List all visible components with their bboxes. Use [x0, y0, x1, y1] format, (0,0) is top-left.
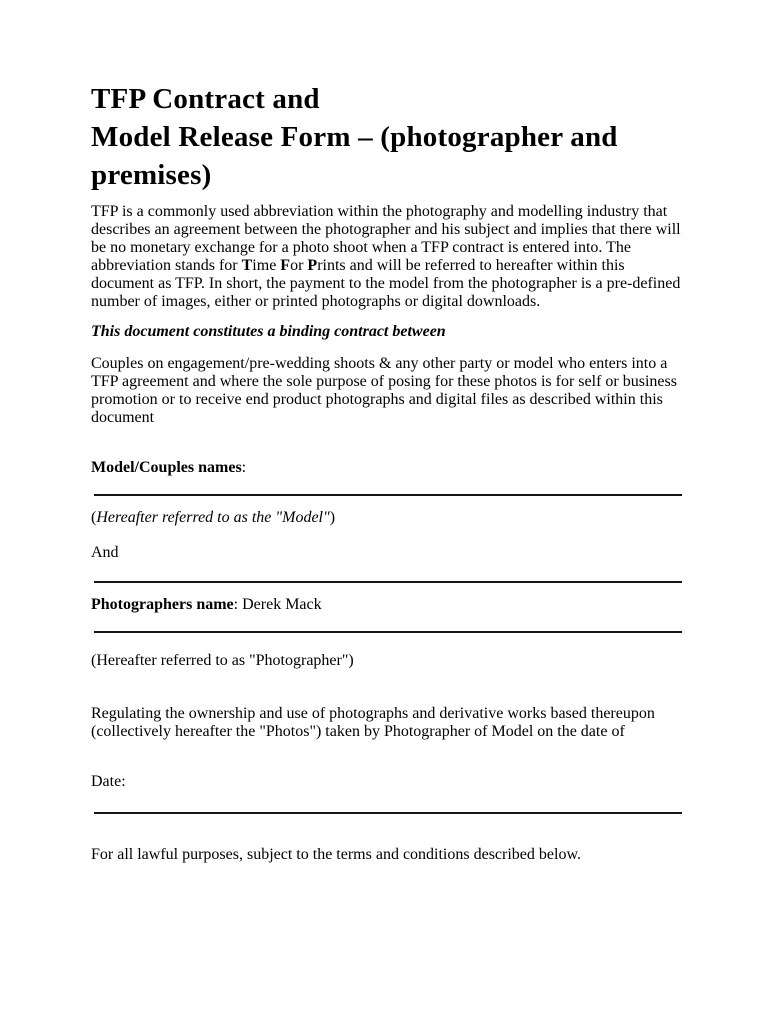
model-hereafter-text: Hereafter referred to as the "Model" [96, 509, 330, 526]
tfp-letter-p: P [307, 257, 318, 274]
model-hereafter-note [91, 509, 683, 527]
intro-text-before: TFP is a commonly used abbreviation within the photography and modelling industry that describes an agreement between the photographer and his subject and implies that there will be no monetary exchange for a photo shoot when a TFP contract is entered into. The abbreviation stands for [91, 203, 681, 274]
tfp-letter-t: T [241, 257, 253, 274]
model-hereafter-open-paren: ( [91, 509, 97, 526]
document-title [91, 80, 683, 194]
second-model-fill-line[interactable] [94, 581, 682, 583]
tfp-letter-f: F [280, 257, 291, 274]
regulating-paragraph: Regulating the ownership and use of photographs and derivative works based thereupon (collectively hereafter the "Photos") taken by Photographer of Model on the date of [91, 705, 655, 740]
model-names-label-text: Model/Couples names [91, 459, 242, 476]
model-hereafter-close-paren: ) [329, 509, 336, 526]
model-names-label [91, 459, 683, 477]
tfp-word-for: or [290, 257, 308, 274]
binding-contract-heading: This document constitutes a binding contract between [91, 323, 446, 340]
photographer-name-value: : Derek Mack [233, 596, 322, 613]
photographer-fill-line[interactable] [94, 631, 682, 633]
photographer-name-label: Photographers name [91, 596, 234, 613]
photographer-name-line [91, 596, 683, 614]
title-line-3: premises) [91, 159, 212, 191]
closing-paragraph: For all lawful purposes, subject to the terms and conditions described below. [91, 846, 581, 863]
date-fill-line[interactable] [94, 812, 682, 814]
model-names-colon: : [241, 459, 247, 476]
model-names-fill-line[interactable] [94, 494, 682, 496]
photographer-hereafter-note: (Hereafter referred to as "Photographer") [91, 652, 354, 669]
title-line-2: Model Release Form – (photographer and [91, 121, 618, 153]
intro-paragraph [91, 203, 683, 311]
parties-paragraph: Couples on engagement/pre-wedding shoots & any other party or model who enters into a TFP agreement and where the sole purpose of posing for these photos is for self or business promotion or to receive end product photographs and digital files as described within this document [91, 355, 677, 426]
and-text: And [91, 544, 119, 561]
title-line-1: TFP Contract and [91, 83, 320, 115]
tfp-word-prints: rints [317, 257, 346, 274]
tfp-word-time: ime [252, 257, 281, 274]
intro-text-after: and will be referred to hereafter within this document as TFP. In short, the payment to the model from the photographer is a pre-defined number of images, either or printed photographs or digital downloads. [91, 257, 681, 310]
date-label: Date: [91, 773, 126, 790]
